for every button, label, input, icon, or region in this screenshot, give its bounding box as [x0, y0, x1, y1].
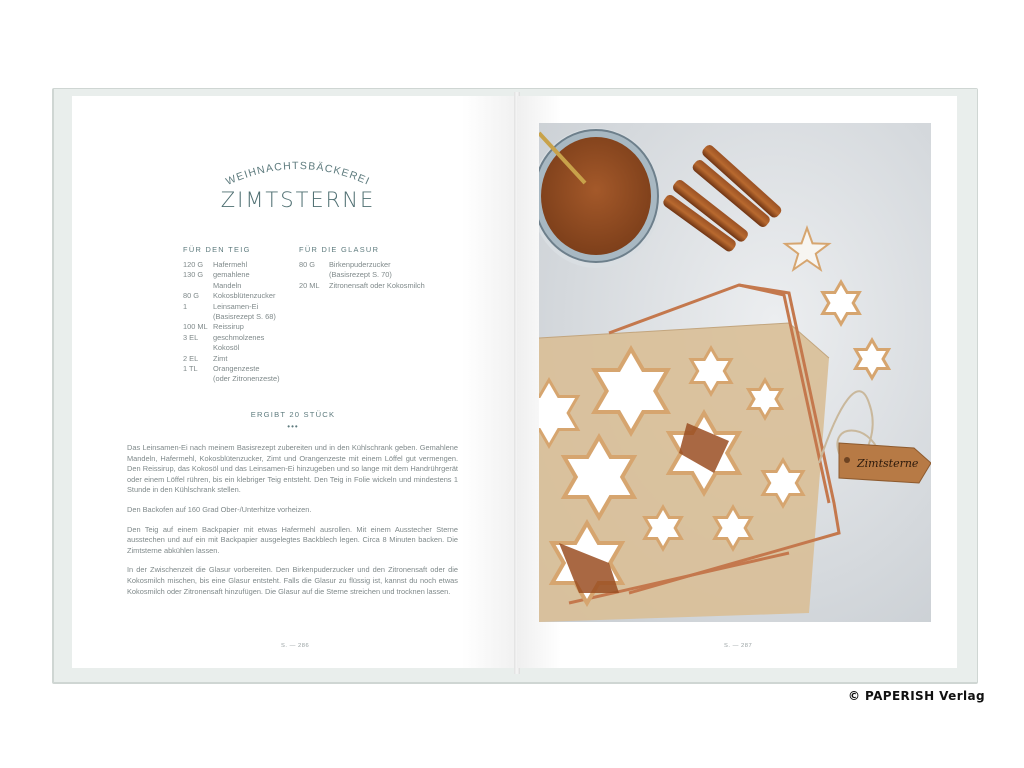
- instruction-paragraph: Den Teig auf einem Backpapier mit etwas Hafermehl ausrollen. Mit einem Ausstecher Sterne ausstechen und auf ein mit Backpapier ausgelegtes Backblech legen. Circa 8 Minuten backen. Die Zimtsterne abkühlen lassen.: [127, 524, 458, 555]
- ingredient-row: [183, 270, 287, 280]
- yield-label: ERGIBT 20 STÜCK: [250, 410, 336, 419]
- ingredient-name: Mandeln: [213, 280, 242, 290]
- ingredient-row: [183, 260, 287, 270]
- ingredient-quantity: 130 G: [183, 270, 204, 280]
- ingredient-quantity: 1: [183, 301, 188, 311]
- ingredient-name: Birkenpuderzucker: [329, 260, 391, 269]
- ingredient-quantity: [183, 312, 213, 322]
- ingredient-name: Orangenzeste: [213, 364, 260, 374]
- instruction-paragraph: Den Backofen auf 160 Grad Ober-/Unterhitze vorheizen.: [127, 504, 312, 514]
- divider-dots: •••: [287, 422, 299, 431]
- instructions: [127, 443, 458, 606]
- recipe-kicker: [218, 148, 378, 188]
- dough-ingredient-list: [183, 260, 287, 385]
- instruction-paragraph: In der Zwischenzeit die Glasur vorbereiten. Den Birkenpuderzucker und den Zitronensaft oder die Kokosmilch mischen, bis eine Glasur entsteht. Falls die Glasur zu flüssig ist, kannst du noch etwas Kokosmilch oder Zitronensaft hinzufügen. Die Glasur auf die Sterne streichen und trocknen lassen.: [127, 565, 458, 596]
- glaze-heading: FÜR DIE GLASUR: [299, 245, 380, 254]
- recipe-title: ZIMTSTERNE: [220, 188, 376, 212]
- ingredient-row: [183, 281, 287, 291]
- ingredient-name: Leinsamen-Ei: [213, 301, 259, 311]
- ingredient-name: Kokosöl: [213, 343, 240, 353]
- dough-heading: FÜR DEN TEIG: [183, 245, 251, 254]
- ingredient-row: [183, 302, 287, 312]
- ingredient-row: [299, 270, 449, 280]
- ingredient-name: Hafermehl: [213, 260, 248, 269]
- ingredient-row: [299, 260, 449, 270]
- ingredient-name: geschmolzenes: [213, 332, 265, 342]
- ingredient-row: [183, 312, 287, 322]
- ingredient-name: Kokosblütenzucker: [213, 291, 276, 301]
- page-number-right: S. — 287: [724, 643, 753, 649]
- ingredient-quantity: [299, 270, 329, 280]
- glaze-ingredient-list: [299, 260, 449, 291]
- instruction-paragraph: Das Leinsamen-Ei nach meinem Basisrezept zubereiten und in den Kühlschrank geben. Gemahlene Mandeln, Hafermehl, Kokosblütenzucker, Zimt und Orangenzeste mit einem Löffel gut vermengen. Den Reissirup, das Kokosöl und das Leinsamen-Ei hinzugeben und so lange mit dem Handrührgerät oder einem Löffel rühren, bis ein klebriger Teig entsteht. Den Teig in Folie wickeln und mindestens 1 Stunde in den Kühlschrank stellen.: [127, 443, 458, 495]
- ingredient-name: Zimt: [213, 353, 228, 363]
- tag-label: Zimtsterne: [857, 457, 919, 470]
- ingredient-row: [183, 354, 287, 364]
- ingredient-quantity: 2 EL: [183, 353, 199, 363]
- ingredient-row: [183, 364, 287, 374]
- ingredient-row: [183, 291, 287, 301]
- ingredient-quantity: 80 G: [183, 291, 200, 301]
- ingredient-row: [183, 374, 287, 384]
- ingredient-name: Zitronensaft oder Kokosmilch: [329, 280, 425, 290]
- ingredient-row: [183, 322, 287, 332]
- ingredient-row: [183, 343, 287, 353]
- ingredient-quantity: 120 G: [183, 260, 204, 269]
- kicker-text: WEIHNACHTSBÄCKEREI: [224, 159, 373, 188]
- ingredient-name: Reissirup: [213, 322, 244, 332]
- ingredient-row: [299, 281, 449, 291]
- ingredient-quantity: 100 ML: [183, 322, 208, 332]
- svg-text:WEIHNACHTSBÄCKEREI: [224, 160, 372, 188]
- ingredient-quantity: 80 G: [299, 260, 316, 269]
- ingredient-quantity: [183, 374, 213, 384]
- ingredient-name: gemahlene: [213, 270, 250, 280]
- ingredient-quantity: 20 ML: [299, 280, 320, 290]
- cinnamon-stars-photo: [539, 123, 931, 622]
- ingredient-row: [183, 333, 287, 343]
- ingredient-quantity: 1 TL: [183, 364, 198, 374]
- ingredient-name: (Basisrezept S. 68): [213, 312, 276, 322]
- ingredient-name: (oder Zitronenzeste): [213, 374, 280, 384]
- copyright-notice: © PAPERISH Verlag: [848, 689, 986, 703]
- ingredient-quantity: [183, 343, 213, 353]
- ingredient-quantity: 3 EL: [183, 332, 199, 342]
- ingredient-quantity: [183, 281, 213, 291]
- page-number-left: S. — 286: [281, 643, 310, 649]
- ingredient-name: (Basisrezept S. 70): [329, 270, 392, 280]
